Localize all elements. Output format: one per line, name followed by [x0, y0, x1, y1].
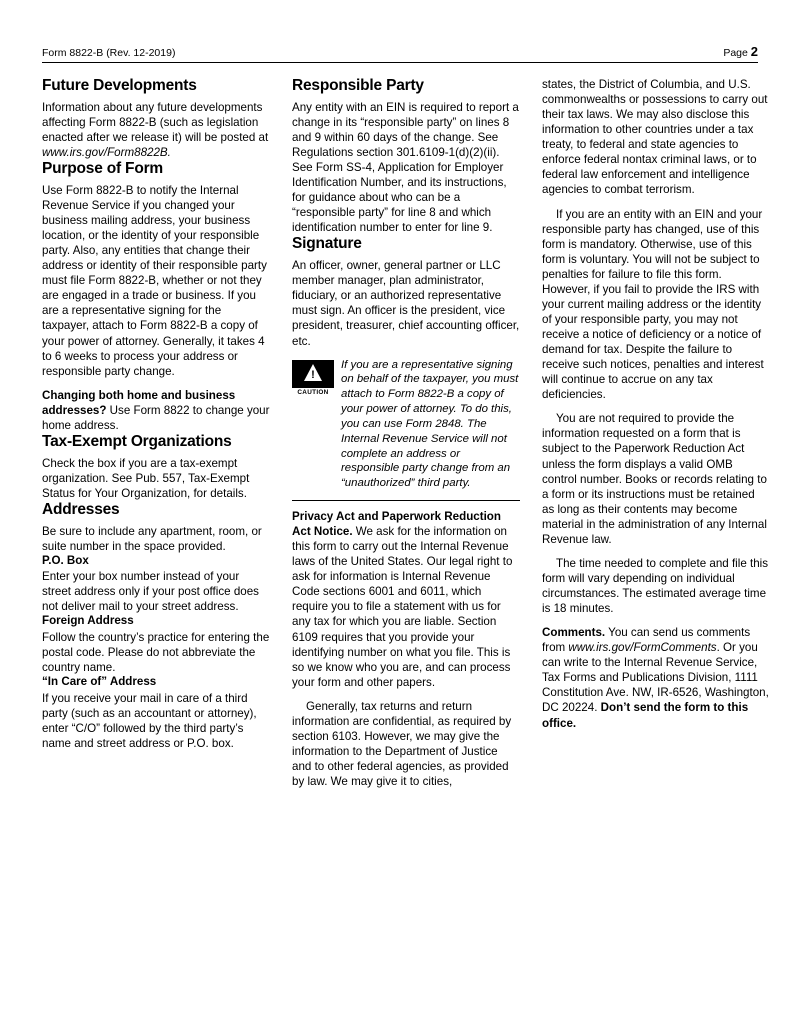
- heading-signature: Signature: [292, 235, 362, 253]
- column-middle: [292, 77, 520, 789]
- paragraph-omb-control: You are not required to provide the information requested on a form that is subject to the Paperwork Reduction Act unless the form displays a valid OMB control number. Books or records relating to a form or its instructions must be retained as long as their contents may become material in the administration of any Internal Revenue law.: [542, 412, 767, 546]
- privacy-notice-heading: Privacy Act and Paperwork Reduction Act Notice.: [292, 510, 501, 539]
- privacy-notice-text: We ask for the information on this form to carry out the Internal Revenue laws of the United States. Our legal right to ask for information is Internal Revenue Code sections 6001 and 6011, which require you to file a statement with us for any tax for which you are liable. Section 6109 requires that you provide your identifying number on what you file. This is so we know who you are, and can process your form and other papers.: [292, 525, 513, 689]
- form-identifier: Form 8822-B (Rev. 12-2019): [42, 47, 176, 59]
- paragraph-signature: An officer, owner, general partner or LLC member manager, plan administrator, fiduciary, or an authorized representative must sign. An officer is the president, vice president, treasurer, chief accounting officer, etc.: [292, 259, 520, 348]
- heading-future-developments: Future Developments: [42, 77, 197, 94]
- paragraph-responsible-party: Any entity with an EIN is required to report a change in its “responsible party” on lines 8 and 9 within 60 days of the change. See Regulations section 301.6109-1(d)(2)(ii). See Form SS-4, Application for Employer Identification Number, and its instructions, for guidance about who can be a “responsible party” for line 8 and which identification number to enter for line 9.: [292, 100, 519, 235]
- heading-responsible-party: Responsible Party: [292, 77, 424, 94]
- paragraph-mandatory-use: If you are an entity with an EIN and your responsible party has changed, use of this form is mandatory. Otherwise, use of this form is voluntary. You will not be subject to penalties for failure to file this form. However, if you fail to provide the IRS with your current mailing address or the identity of your responsible party, you may not receive a notice of deficiency or a notice of demand for tax. Despite the failure to receive such notices, penalties and interest will continue to accrue on any tax deficiencies.: [542, 207, 764, 402]
- header-divider: [42, 62, 758, 63]
- column-right: [542, 77, 770, 731]
- heading-addresses: Addresses: [42, 500, 120, 518]
- heading-purpose-of-form: Purpose of Form: [42, 160, 164, 178]
- changing-addresses-lead: Changing both home and business addresses?: [42, 388, 236, 417]
- paragraph-changing-addresses: [42, 388, 270, 433]
- changing-addresses-text: Use Form 8822 to change your home address.: [42, 403, 270, 432]
- comments-lead: Comments.: [542, 626, 606, 640]
- comments-text-1: You can send us comments from: [542, 626, 751, 655]
- future-dev-url: www.irs.gov/Form8822B.: [42, 146, 171, 159]
- paragraph-purpose-of-form: Use Form 8822-B to notify the Internal Revenue Service if you changed your business mailing address, your business location, or the identity of your responsible party. Also, any entities that change their address or identity of their responsible party must file Form 8822-B, whether or not they are engaged in a trade or business. If you are a representative signing for the taxpayer, attach to Form 8822-B a copy of your power of attorney. Generally, it takes 4 to 6 weeks to process your address or responsible party change.: [42, 183, 267, 378]
- paragraph-disclosure: states, the District of Columbia, and U.S. commonwealths or possessions to carry out their tax laws. We may also disclose this information to other countries under a tax treaty, to federal and state agencies to enforce federal nontax criminal laws, or to federal law enforcement and intelligence agencies to combat terrorism.: [542, 78, 768, 197]
- page-number: [723, 44, 758, 59]
- paragraph-in-care-of-address: If you receive your mail in care of a third party (such as an accountant or attorney), enter “C/O” followed by the third party’s name and street address or P.O. box.: [42, 691, 257, 750]
- paragraph-future-developments: [42, 100, 270, 160]
- comments-url: www.irs.gov/FormComments: [568, 641, 717, 655]
- paragraph-privacy-notice: [292, 509, 520, 690]
- caution-exclamation: !: [311, 368, 315, 381]
- privacy-divider: [292, 500, 520, 501]
- page-label: Page: [723, 47, 748, 59]
- caution-callout: [292, 358, 520, 491]
- caution-icon-label: CAUTION: [297, 388, 329, 396]
- heading-foreign-address: Foreign Address: [42, 614, 134, 628]
- paragraph-foreign-address: Follow the country’s practice for entering the postal code. Please do not abbreviate the country name.: [42, 630, 270, 675]
- heading-po-box: P.O. Box: [42, 553, 89, 567]
- caution-text: If you are a representative signing on behalf of the taxpayer, you must attach to Form 8822-B a copy of your power of attorney. To do this, you can use Form 2848. The Internal Revenue Service will not complete an address or responsible party change from an “unauthorized” third party.: [341, 358, 519, 490]
- heading-tax-exempt-organizations: Tax-Exempt Organizations: [42, 432, 232, 450]
- future-dev-text: Information about any future developments affecting Form 8822-B (such as legislation enacted after we release it) will be posted at: [42, 100, 269, 144]
- paragraph-tax-exempt: Check the box if you are a tax-exempt organization. See Pub. 557, Tax-Exempt Status for Your Organization, for details.: [42, 456, 250, 500]
- paragraph-comments: [542, 625, 770, 730]
- comments-text-2: . Or you can write to the Internal Revenue Service, Tax Forms and Publications Division, 1111 Constitution Ave. NW, IR-6526, Washington, DC 20224.: [542, 641, 769, 715]
- page-header: [42, 44, 758, 62]
- paragraph-privacy-notice-2: Generally, tax returns and return information are confidential, as required by section 6103. However, we may give the information to the Department of Justice and to other federal agencies, as provided by law. We may give it to cities,: [292, 699, 512, 789]
- comments-bold-tail: Don’t send the form to this office.: [542, 701, 749, 730]
- paragraph-time-needed: The time needed to complete and file this form will vary depending on individual circumstances. The estimated average time is 18 minutes.: [542, 556, 769, 616]
- heading-in-care-of-address: “In Care of” Address: [42, 675, 157, 689]
- page-number-value: 2: [750, 44, 758, 59]
- paragraph-addresses: Be sure to include any apartment, room, or suite number in the space provided.: [42, 524, 262, 553]
- column-left: [42, 77, 270, 751]
- paragraph-po-box: Enter your box number instead of your street address only if your post office does not deliver mail to your street address.: [42, 570, 259, 614]
- caution-icon-box: [292, 360, 334, 388]
- three-column-layout: [42, 77, 769, 789]
- caution-icon: [292, 360, 334, 398]
